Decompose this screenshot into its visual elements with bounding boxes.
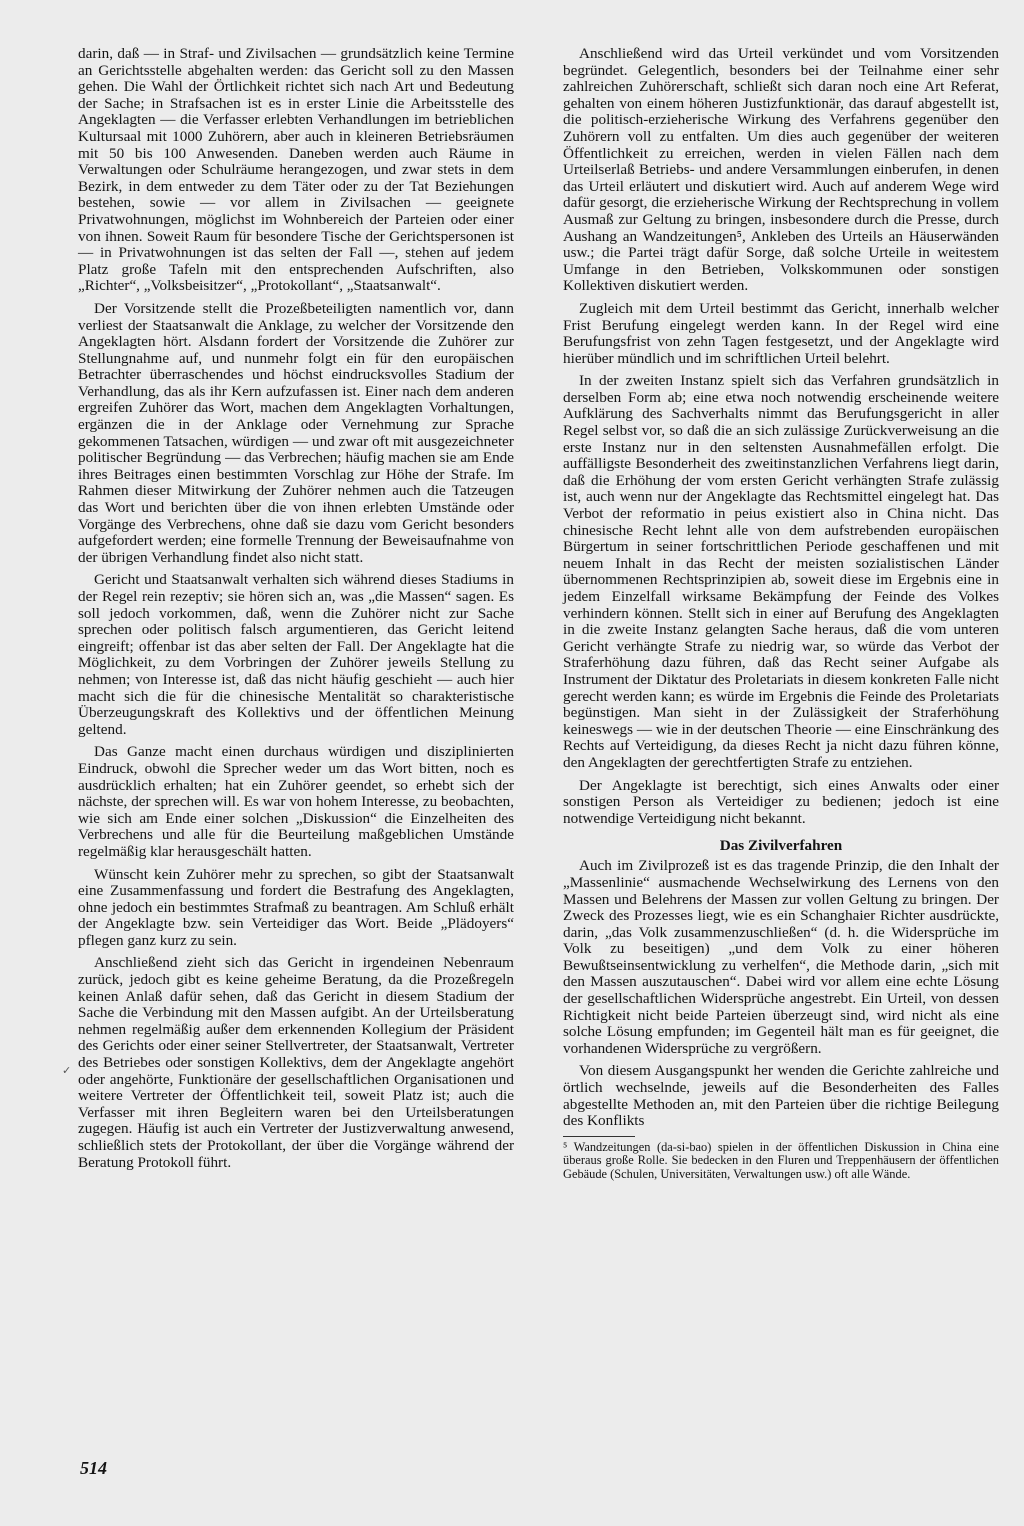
paragraph: Wünscht kein Zuhörer mehr zu sprechen, so gibt der Staatsanwalt eine Zusammenfassung und fordert die Bestrafung des Angeklagten, ohne jedoch ein bestimmtes Strafmaß zu beantragen. Am Schluß erhält der Angeklagte bzw. sein Verteidiger das Wort. Beide „Plädoyers“ pflegen ganz kurz zu sein. xyxy=(78,865,514,949)
paragraph: Gericht und Staatsanwalt verhalten sich während dieses Stadiums in der Regel rein rezeptiv; sie hören sich an, was „die Massen“ sagen. Es soll jedoch vorkommen, daß, wenn die Zuhörer nicht zur Sache sprechen oder politisch falsch argumentieren, das Gericht leitend eingreift; offenbar ist das aber selten der Fall. Der Angeklagte hat die Möglichkeit, zu dem Vorbringen der Zuhörer jeweils Stellung zu nehmen; von Interesse ist, daß das nicht häufig geschieht — auch hier macht sich die für die chinesische Mentalität so charakteristische Überzeugungskraft des Kollektivs und der öffentlichen Meinung geltend. xyxy=(78,571,514,738)
footnote-divider xyxy=(563,1136,635,1137)
paragraph: Anschließend zieht sich das Gericht in irgendeinen Nebenraum zurück, jedoch gibt es keine geheime Beratung, da die Prozeßregeln keinen Anlaß dafür sehen, daß das Gericht in diesem Stadium der Sache die Verbindung mit den Massen aufgibt. An der Urteilsberatung nehmen regelmäßig außer dem erkennenden Kollegium der Präsident des Gerichts oder einer seiner Stellvertreter, der Staatsanwalt, Vertreter des Betriebes oder sonstigen Kollektivs, dem der Angeklagte angehört oder angehörte, Funktionäre der gesellschaftlichen Organisationen und weitere Vertreter der Öffentlichkeit teil, soweit Platz ist; auch die Verfasser mit ihren Begleitern waren bei den Urteilsberatungen zugegen. Häufig ist auch ein Vertreter der Justizverwaltung anwesend, schließlich stets der Protokollant, der über die Vorgänge während der Beratung Protokoll führt. xyxy=(78,954,514,1171)
paragraph: Zugleich mit dem Urteil bestimmt das Gericht, innerhalb welcher Frist Berufung eingelegt werden kann. In der Regel wird eine Berufungsfrist von zehn Tagen festgesetzt, und der Angeklagte wird hierüber mündlich und im schriftlichen Urteil belehrt. xyxy=(563,299,999,367)
section-heading: Das Zivilverfahren xyxy=(719,837,843,855)
paragraph: Der Angeklagte ist berechtigt, sich eines Anwalts oder einer sonstigen Person als Verteidiger zu bedienen; jedoch ist eine notwendige Verteidigung nicht bekannt. xyxy=(563,776,999,827)
page-number: 514 xyxy=(80,1458,107,1478)
margin-mark-icon: ✓ xyxy=(62,1065,72,1077)
footnote: ⁵ Wandzeitungen (da-si-bao) spielen in der öffentlichen Diskussion in China eine überaus große Rolle. Sie bedecken in den Fluren und Treppenhäusern der öffentlichen Gebäude (Schulen, Universitäten, Verwaltungen usw.) oft alle Wände. xyxy=(563,1139,999,1181)
right-column xyxy=(563,46,999,1181)
paragraph: Das Ganze macht einen durchaus würdigen und disziplinierten Eindruck, obwohl die Sprecher weder um das Wort bitten, noch es ausdrücklich erhalten; hat ein Zuhörer geendet, so erhebt sich der nächste, der sprechen will. Es war von hohem Interesse, zu beobachten, wie sich am Ende einer solchen „Diskussion“ die Einzelheiten des Verbrechens und alle für die Beurteilung maßgeblichen Umstände regelmäßig klar herausgeschält hatten. xyxy=(78,743,514,860)
paragraph: Der Vorsitzende stellt die Prozeßbeteiligten namentlich vor, dann verliest der Staatsanwalt die Anklage, zu welcher der Vorsitzende den Angeklagten hört. Alsdann fordert der Vorsitzende die Zuhörer zur Stellungnahme auf, und nunmehr folgt ein für den europäischen Betrachter überraschendes und höchst eindrucksvolles Stadium der Verhandlung, das als ihr Kern aufzufassen ist. Einer nach dem anderen ergreifen Zuhörer das Wort, machen dem Angeklagten Vorhaltungen, ergänzen die in der Anklage oder Vernehmung zur Sprache gekommenen Tatsachen, würdigen — und zwar oft mit ausgezeichneter politischer Begründung — das Verbrechen; häufig machen sie am Ende ihres Beitrages einen bestimmten Vorschlag zur Höhe der Strafe. Im Rahmen dieser Mitwirkung der Zuhörer nehmen auch die Tatzeugen das Wort und berichten über die von ihnen erlebten Umstände oder Vorgänge des Verbrechens, ohne daß sie dazu vom Gericht besonders aufgefordert werden; eine formelle Trennung der Beweisaufnahme von der übrigen Verhandlung findet also nicht statt. xyxy=(78,299,514,566)
paragraph: darin, daß — in Straf- und Zivilsachen — grundsätzlich keine Termine an Gerichtsstelle abgehalten werden: das Gericht soll zu den Massen gehen. Die Wahl der Örtlichkeit richtet sich nach Art und Bedeutung der Sache; in Strafsachen ist es in erster Linie die Arbeitsstelle des Angeklagten — die Verfasser erlebten Verhandlungen im betrieblichen Kultursaal mit 1000 Zuhörern, aber auch in kleineren Betriebsräumen mit 50 bis 100 Anwesenden. Daneben werden auch Räume in Verwaltungen oder Schulräume herangezogen, und zwar stets in dem Bezirk, in dem entweder zu dem Täter oder zu der Tat Beziehungen bestehen, sowie — vor allem in Zivilsachen — geeignete Privatwohnungen, möglichst im Wohnbereich der Parteien oder einer von ihnen. Soweit Raum für besondere Tische der Gerichtspersonen ist — in Privatwohnungen ist das selten der Fall —, stehen auf jedem Platz große Tafeln mit den entsprechenden Aufschriften, also „Richter“, „Volksbeisitzer“, „Protokollant“, „Staatsanwalt“. xyxy=(78,45,514,295)
paragraph: Anschließend wird das Urteil verkündet und vom Vorsitzenden begründet. Gelegentlich, besonders bei der Teilnahme einer sehr zahlreichen Zuhörerschaft, schließt sich daran noch eine Art Referat, gehalten von einem höheren Justizfunktionär, das darauf abgestellt ist, die politisch-erzieherische Wirkung des Verfahrens gegenüber den Zuhörern voll zu entfalten. Um dies auch gegenüber der weiteren Öffentlichkeit zu erreichen, werden in vielen Fällen nach dem Urteilserlaß Betriebs- und andere Versammlungen einberufen, in denen das Urteil erläutert und diskutiert wird. Auch auf anderem Wege wird dafür gesorgt, die erzieherische Wirkung der Rechtsprechung in vollem Ausmaß zur Geltung zu bringen, insbesondere durch die Presse, durch Aushang an Wandzeitungen⁵, Ankleben des Urteils an Häuserwänden usw.; die Partei trägt dafür Sorge, daß solche Urteile in weitestem Umfange in den Betrieben, Volkskommunen oder sonstigen Kollektiven diskutiert werden. xyxy=(563,45,999,295)
paragraph: Auch im Zivilprozeß ist es das tragende Prinzip, die den Inhalt der „Massenlinie“ ausmachende Wechselwirkung des Lernens von den Massen und Belehrens der Massen zur vollen Geltung zu bringen. Der Zweck des Prozesses liegt, wie es ein Schanghaier Richter ausdrückte, darin, „das Volk zusammenzuschließen“ (d. h. die Widersprüche im Volk zu beseitigen) „und dem Volk zu einer höheren Bewußtseinsentwicklung zu verhelfen“, die Methode darin, „sich mit den Massen auszutauschen“. Dabei wird vor allem eine echte Lösung der gesellschaftlichen Widersprüche angestrebt. Ein Urteil, von dessen Richtigkeit nicht beide Parteien überzeugt sind, wird nicht als eine solche Lösung empfunden; im Gegenteil hält man es für geeignet, die vorhandenen Widersprüche zu vergrößern. xyxy=(563,857,999,1057)
paragraph: Von diesem Ausgangspunkt her wenden die Gerichte zahlreiche und örtlich wechselnde, jeweils auf die Besonderheiten des Falles abgestellte Methoden an, mit den Parteien über die richtige Beilegung des Konflikts xyxy=(563,1062,999,1130)
paragraph: In der zweiten Instanz spielt sich das Verfahren grundsätzlich in derselben Form ab; eine etwa noch notwendig erscheinende weitere Aufklärung des Sachverhalts nimmt das Berufungsgericht in aller Regel selbst vor, so daß die an sich zulässige Zurückverweisung an die erste Instanz nur in den seltensten Ausnahmefällen erfolgt. Die auffälligste Besonderheit des zweitinstanzlichen Verfahrens liegt darin, daß die Erhöhung der vom ersten Gericht verhängten Strafe zulässig ist, auch wenn nur der Angeklagte das Rechtsmittel eingelegt hat. Das Verbot der reformatio in peius existiert also in China nicht. Das chinesische Recht lehnt alle von dem aufstrebenden europäischen Bürgertum in seiner fortschrittlichen Periode geschaffenen und mit neuem Inhalt in das Recht der meisten sozialistischen Länder übernommenen Rechtsprinzipien ab, soweit diese im Ergebnis eine in jedem Einzelfall wirksame Bekämpfung der Feinde des Volkes verhindern können. Stellt sich in einer auf Berufung des Angeklagten in die zweite Instanz gelangten Sache heraus, daß die vom unteren Gericht verhängte Strafe zu niedrig war, so würde das Verbot der Straferhöhung dazu führen, daß das Recht seiner Aufgabe als Instrument der Diktatur des Proletariats in diesem konkreten Falle nicht gerecht werden kann; es würde im Ergebnis die Feinde des Proletariats begünstigen. Man sieht in der Zulässigkeit der Straferhöhung keineswegs — wie in der deutschen Theorie — eine Einschränkung des Rechts auf Verteidigung, da dieses Recht ja nicht dazu führen könne, den Angeklagten der gerechtfertigten Strafe zu entziehen. xyxy=(563,372,999,771)
left-column xyxy=(78,46,514,1177)
